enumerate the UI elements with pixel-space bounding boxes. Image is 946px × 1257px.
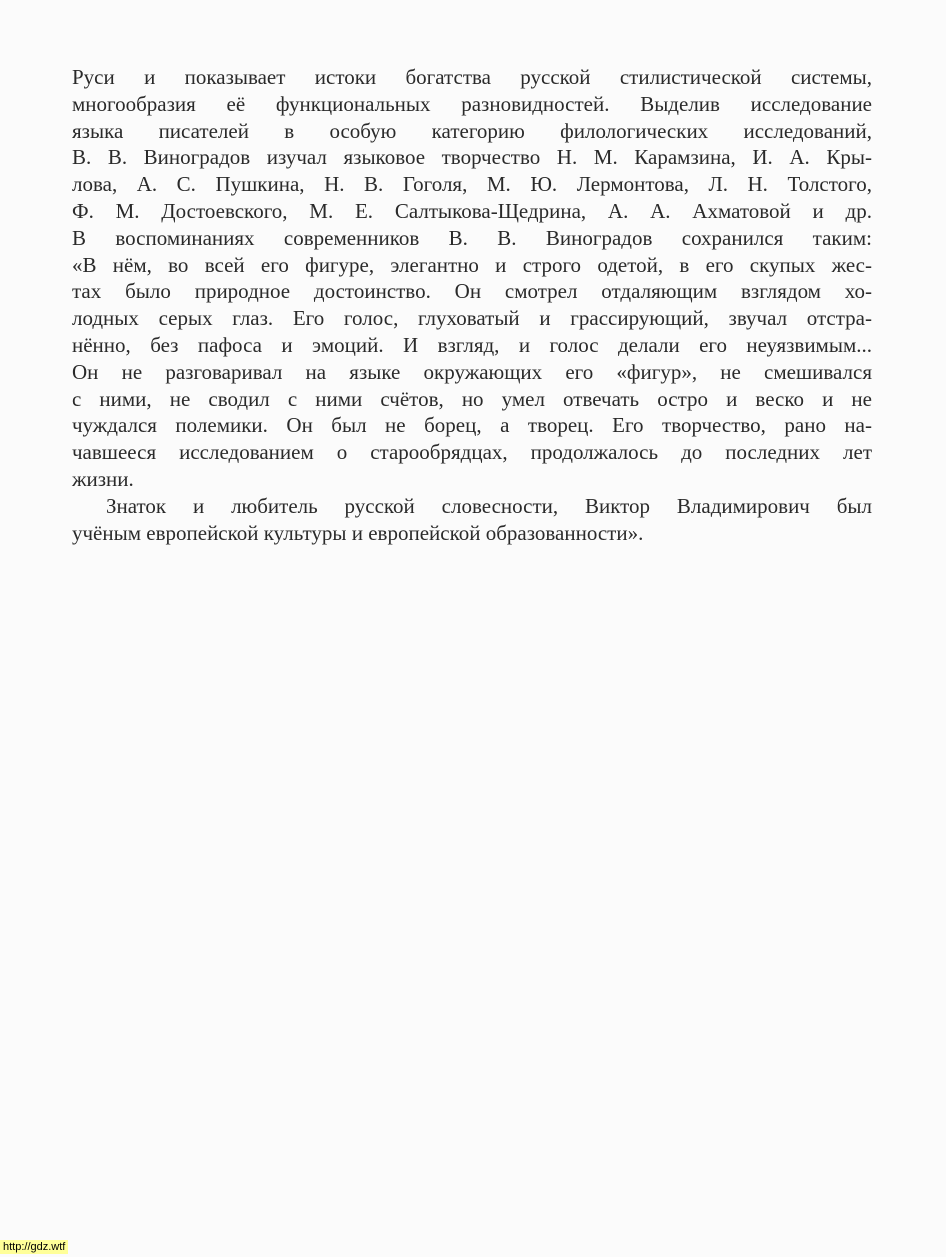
text-line: тах было природное достоинство. Он смотрел отдаляющим взглядом хо- bbox=[72, 279, 872, 304]
text-line: жизни. bbox=[72, 466, 134, 491]
text-line: Руси и показывает истоки богатства русской стилистической системы, bbox=[72, 65, 872, 89]
text-line: языка писателей в особую категорию филологических исследований, bbox=[72, 118, 872, 143]
text-line: учёным европейской культуры и европейской образованности». bbox=[72, 520, 644, 545]
text-line: многообразия её функциональных разновидностей. Выделив исследование bbox=[72, 91, 872, 116]
source-link[interactable]: http://gdz.wtf bbox=[0, 1240, 68, 1254]
text-line: Ф. М. Достоевского, М. Е. Салтыкова-Щедрина, А. А. Ахматовой и др. bbox=[72, 198, 872, 223]
paragraph bbox=[72, 493, 872, 547]
text-line: лодных серых глаз. Его голос, глуховатый и грассирующий, звучал отстра- bbox=[72, 306, 872, 331]
text-line: с ними, не сводил с ними счётов, но умел отвечать остро и веско и не bbox=[72, 386, 872, 411]
text-line: Он не разговаривал на языке окружающих его «фигур», не смешивался bbox=[72, 359, 872, 384]
text-line: В воспоминаниях современников В. В. Виноградов сохранился таким: bbox=[72, 225, 872, 250]
text-line: лова, А. С. Пушкина, Н. В. Гоголя, М. Ю. Лермонтова, Л. Н. Толстого, bbox=[72, 172, 872, 197]
text-line: «В нём, во всей его фигуре, элегантно и строго одетой, в его скупых жес- bbox=[72, 252, 872, 277]
text-line: Знаток и любитель русской словесности, Виктор Владимирович был bbox=[106, 493, 872, 518]
paragraph bbox=[72, 64, 872, 493]
text-line: чуждался полемики. Он был не борец, а творец. Его творчество, рано на- bbox=[72, 413, 872, 438]
document-body bbox=[72, 64, 872, 546]
text-line: нённо, без пафоса и эмоций. И взгляд, и голос делали его неуязвимым... bbox=[72, 332, 872, 357]
text-line: В. В. Виноградов изучал языковое творчество Н. М. Карамзина, И. А. Кры- bbox=[72, 145, 872, 170]
text-line: чавшееся исследованием о старообрядцах, продолжалось до последних лет bbox=[72, 440, 872, 465]
